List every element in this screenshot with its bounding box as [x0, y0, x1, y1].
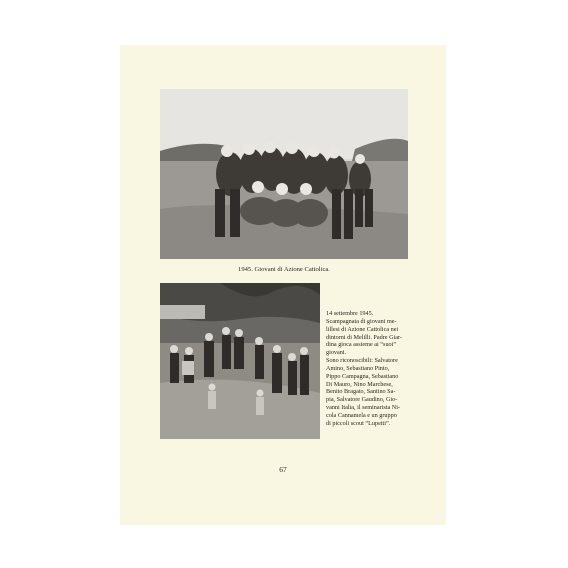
outing-photo-image — [160, 283, 320, 439]
caption-line: dina gioca assieme ai “suoi” — [326, 341, 397, 349]
caption-line: Sono riconoscibili: Salvatore — [326, 357, 398, 365]
caption-line: di piccoli scout “Lupetti”. — [326, 419, 391, 427]
caption-line: Amino, Sebastiano Pinto, — [326, 364, 390, 372]
group-photo-1945 — [160, 89, 408, 259]
caption-line: lillesi di Azione Cattolica nei — [326, 325, 399, 333]
caption-line: dintorni di Melilli. Padre Giar- — [326, 333, 403, 341]
page-number: 67 — [279, 465, 287, 474]
outing-photo-1945 — [160, 283, 320, 439]
caption-line: vanni Italia, il seminarista Ni- — [326, 404, 401, 412]
caption-line: giovani. — [326, 349, 347, 357]
caption-line: 14 settembre 1945. — [326, 310, 374, 317]
caption-line: cola Cannamela e un gruppo — [326, 411, 397, 419]
photo-bottom-caption — [326, 310, 426, 428]
caption-line: Pippo Campagna, Sebastiano — [326, 372, 399, 380]
caption-line: Benito Bragato, Santino Sa- — [326, 388, 396, 396]
group-photo-image — [160, 89, 408, 259]
caption-line: pia, Salvatore Gaudino, Gio- — [326, 396, 398, 404]
photo-top-caption: 1945. Giovani di Azione Cattolica. — [238, 266, 330, 273]
book-page — [120, 45, 446, 525]
caption-line: Di Mauro, Nino Marchese, — [326, 380, 393, 388]
caption-line: Scampagnata di giovani me- — [326, 317, 397, 325]
